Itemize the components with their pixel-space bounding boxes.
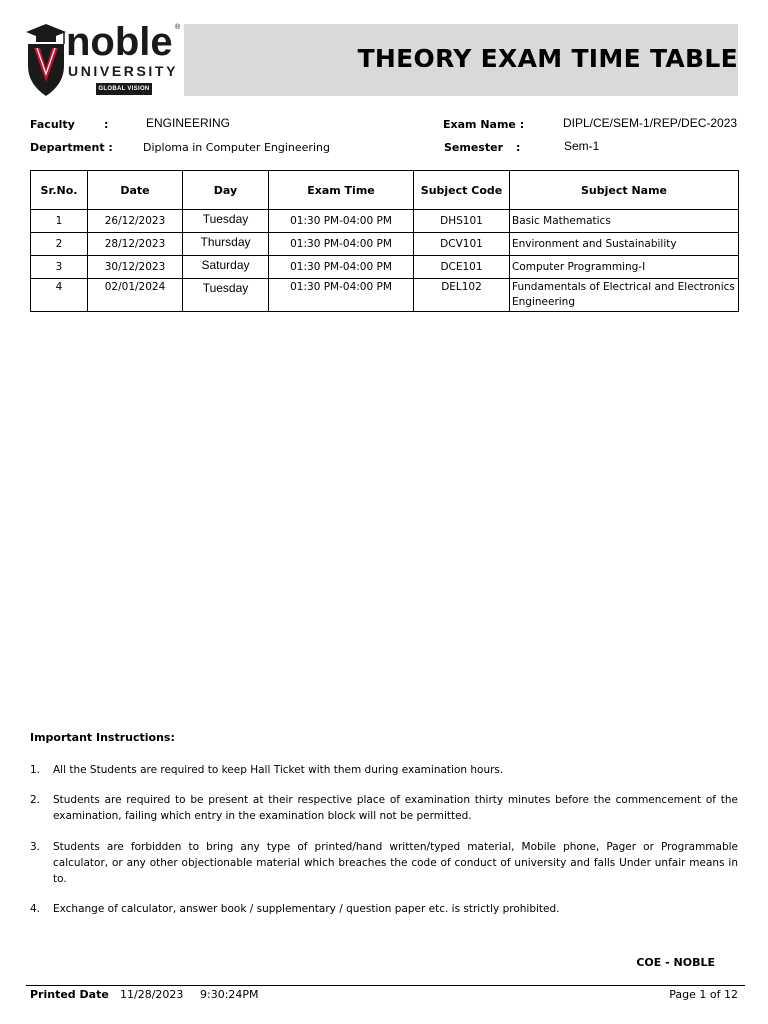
exam-timetable: [30, 170, 739, 312]
cell-code: DCE101: [414, 256, 510, 279]
semester-value: Sem-1: [564, 139, 600, 153]
shield-emblem-icon: [24, 22, 68, 98]
cell-date: 28/12/2023: [88, 233, 183, 256]
instruction-number: 3.: [30, 841, 41, 853]
brand-university: UNIVERSITY: [68, 63, 179, 79]
exam-name-value: DIPL/CE/SEM-1/REP/DEC-2023: [563, 116, 738, 130]
table-row: [31, 233, 739, 256]
department-value: Diploma in Computer Engineering: [143, 141, 330, 154]
cell-code: DHS101: [414, 210, 510, 233]
col-header-srno: Sr.No.: [31, 171, 88, 210]
brand-tagline: GLOBAL VISION: [96, 83, 152, 95]
instruction-text: Students are required to be present at their respective place of examination thirty minutes before the commencement of the examination, failing which entry in the examination block will not be permitted.: [53, 794, 738, 822]
cell-srno: 3: [31, 256, 88, 279]
cell-subject: Fundamentals of Electrical and Electronics Engineering: [510, 279, 739, 312]
instruction-item: [30, 839, 738, 887]
faculty-colon: :: [104, 118, 109, 131]
instruction-number: 4.: [30, 903, 41, 915]
instructions-heading: Important Instructions:: [30, 731, 175, 744]
cell-day: Thursday: [183, 233, 269, 256]
cell-day: Tuesday: [183, 210, 269, 233]
table-row: [31, 210, 739, 233]
cell-time: 01:30 PM-04:00 PM: [269, 233, 414, 256]
instruction-number: 2.: [30, 794, 41, 806]
cell-time: 01:30 PM-04:00 PM: [269, 279, 414, 312]
instruction-number: 1.: [30, 764, 41, 776]
col-header-date: Date: [88, 171, 183, 210]
faculty-value: ENGINEERING: [146, 116, 231, 130]
col-header-subject-name: Subject Name: [510, 171, 739, 210]
cell-date: 26/12/2023: [88, 210, 183, 233]
cell-day: Saturday: [183, 256, 269, 279]
cell-code: DCV101: [414, 233, 510, 256]
cell-code: DEL102: [414, 279, 510, 312]
cell-time: 01:30 PM-04:00 PM: [269, 256, 414, 279]
department-label: Department :: [30, 141, 113, 154]
page-title: THEORY EXAM TIME TABLE: [357, 44, 738, 73]
signature-coe: COE - NOBLE: [636, 956, 715, 969]
cell-date: 30/12/2023: [88, 256, 183, 279]
col-header-exam-time: Exam Time: [269, 171, 414, 210]
cell-subject: Basic Mathematics: [510, 210, 739, 233]
instruction-item: [30, 792, 738, 824]
instruction-text: Students are forbidden to bring any type of printed/hand written/typed material, Mobile phone, Pager or Programmable calculator, or any other objectionable material which breaches the code of conduct of university and falls Under unfair means in to.: [53, 841, 738, 885]
cell-srno: 1: [31, 210, 88, 233]
instruction-item: [30, 762, 738, 778]
cell-srno: 2: [31, 233, 88, 256]
instruction-item: [30, 901, 738, 917]
brand-wordmark: noble: [66, 20, 173, 64]
exam-name-label: Exam Name :: [443, 118, 525, 131]
registered-mark: ®: [175, 24, 181, 31]
page-indicator: Page 1 of 12: [669, 988, 738, 1001]
printed-time: 9:30:24PM: [200, 988, 259, 1001]
col-header-subject-code: Subject Code: [414, 171, 510, 210]
cell-time: 01:30 PM-04:00 PM: [269, 210, 414, 233]
cell-srno: 4: [31, 279, 88, 312]
cell-date: 02/01/2024: [88, 279, 183, 312]
cell-day: Tuesday: [183, 279, 269, 312]
instruction-text: All the Students are required to keep Hall Ticket with them during examination hours.: [53, 764, 504, 776]
semester-label: Semester: [444, 141, 503, 154]
semester-colon: :: [516, 141, 521, 154]
printed-date: 11/28/2023: [120, 988, 184, 1001]
printed-date-label: Printed Date: [30, 988, 109, 1001]
table-row: [31, 279, 739, 312]
table-header-row: [31, 171, 739, 210]
table-row: [31, 256, 739, 279]
col-header-day: Day: [183, 171, 269, 210]
faculty-label: Faculty: [30, 118, 75, 131]
footer-divider: [26, 985, 745, 986]
instruction-text: Exchange of calculator, answer book / supplementary / question paper etc. is strictly prohibited.: [53, 903, 560, 915]
cell-subject: Computer Programming-I: [510, 256, 739, 279]
cell-subject: Environment and Sustainability: [510, 233, 739, 256]
